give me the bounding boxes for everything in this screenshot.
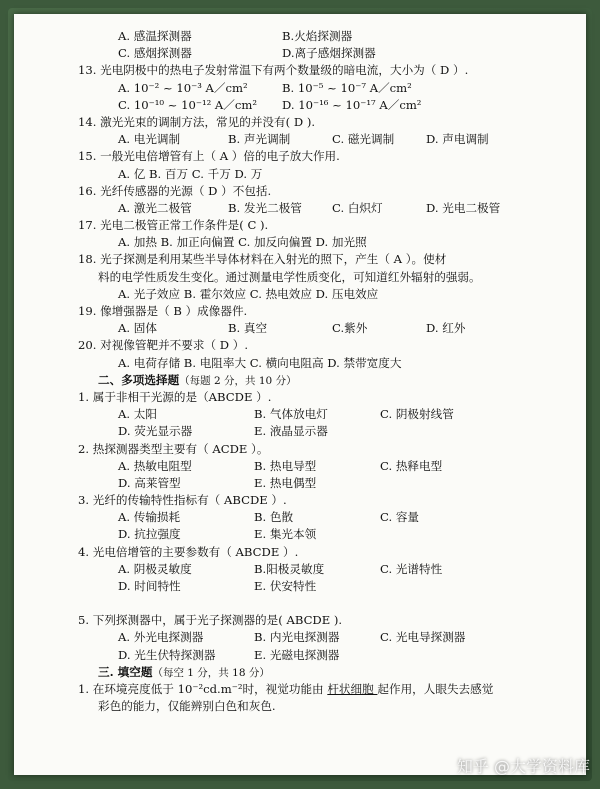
- question-line: 16. 光纤传感器的光源（ D ）不包括.: [78, 183, 272, 198]
- option-row: [14, 526, 586, 543]
- option: A. 电光调制: [118, 132, 181, 147]
- question-line: 18. 光子探测是利用某些半导体材料在入射光的照下，产生（ A ）。使材: [78, 252, 447, 267]
- option: E. 伏安特性: [254, 579, 317, 593]
- option-row: [14, 166, 586, 183]
- option: D. 红外: [426, 321, 466, 336]
- question-line: 2. 热探测器类型主要有（ ACDE ）。: [78, 441, 269, 456]
- option: C. 感烟探测器: [118, 46, 192, 61]
- section-title: 三. 填空题: [98, 664, 153, 679]
- option: A. 太阳: [118, 407, 157, 422]
- option: B. 10⁻⁵ ~ 10⁻⁷ A／cm²: [282, 80, 412, 95]
- question-line: 3. 光纤的传输特性指标有（ ABCDE ）.: [78, 493, 287, 508]
- option-row: [14, 200, 586, 217]
- option-row: [14, 355, 586, 372]
- option: A. 阴极灵敏度: [118, 561, 192, 576]
- option: A. 光子效应 B. 霍尔效应 C. 热电效应 D. 压电效应: [118, 286, 379, 301]
- option: B.阳极灵敏度: [254, 561, 325, 576]
- option: B. 色散: [254, 510, 294, 525]
- option: B. 发光二极管: [228, 200, 302, 215]
- exam-page: [14, 14, 586, 775]
- exam-content: [14, 28, 586, 715]
- option: A. 感温探测器: [118, 29, 192, 43]
- option: B. 真空: [228, 321, 268, 336]
- option: C.紫外: [332, 321, 368, 336]
- section-heading: [14, 664, 586, 681]
- option-row: [14, 234, 586, 251]
- fill-pre: 1. 在环境亮度低于 10⁻²cd.m⁻²时，视觉功能由: [78, 681, 328, 696]
- option: B.火焰探测器: [282, 29, 353, 43]
- question-line: 15. 一般光电倍增管有上（ A ）倍的电子放大作用.: [78, 149, 340, 164]
- fill-question: [14, 681, 586, 698]
- option: A. 热敏电阻型: [118, 458, 192, 473]
- option: A. 亿 B. 百万 C. 千万 D. 万: [118, 166, 263, 181]
- option: D.离子感烟探测器: [282, 46, 376, 61]
- fill-post: 起作用，人眼失去感觉: [377, 681, 494, 696]
- option: B. 热电导型: [254, 458, 317, 473]
- option-row: [14, 406, 586, 423]
- option: A. 电荷存储 B. 电阻率大 C. 横向电阻高 D. 禁带宽度大: [118, 355, 402, 370]
- option: C. 10⁻¹⁰ ~ 10⁻¹² A／cm²: [118, 97, 258, 112]
- section-heading: [14, 372, 586, 389]
- option: D. 高莱管型: [118, 475, 181, 490]
- option: D. 声电调制: [426, 132, 489, 147]
- option: C. 光电导探测器: [380, 630, 466, 645]
- section-note: （每空 1 分，共 18 分）: [152, 666, 270, 679]
- option: D. 抗拉强度: [118, 527, 181, 542]
- option: A. 激光二极管: [118, 200, 192, 215]
- question-line: 1. 属于非相干光源的是（ABCDE ）.: [78, 389, 272, 404]
- option: A. 传输损耗: [118, 510, 181, 525]
- option: A. 加热 B. 加正向偏置 C. 加反向偏置 D. 加光照: [118, 235, 367, 250]
- option-row: [14, 131, 586, 148]
- option-row: [14, 475, 586, 492]
- watermark: 知乎 @大学资料库: [456, 757, 590, 776]
- option-row: [14, 45, 586, 62]
- question-line: 13. 光电阴极中的热电子发射常温下有两个数量级的暗电流，大小为（ D ）.: [78, 63, 469, 78]
- spacer: [14, 595, 586, 612]
- option-row: [14, 80, 586, 97]
- continuation-line: 料的电学性质发生变化。通过测量电学性质变化，可知道红外辐射的强弱。: [98, 269, 481, 284]
- option: B. 声光调制: [228, 132, 291, 147]
- option: C. 热释电型: [380, 458, 443, 473]
- option: A. 外光电探测器: [118, 630, 204, 645]
- option: C. 磁光调制: [332, 132, 395, 147]
- option: C. 阴极射线管: [380, 407, 454, 422]
- option-row: [14, 647, 586, 664]
- option-row: [14, 97, 586, 114]
- option-row: [14, 629, 586, 646]
- question-line: 20. 对视像管靶并不要求（ D ）.: [78, 338, 249, 353]
- option: D. 时间特性: [118, 579, 181, 593]
- question-line: 14. 激光光束的调制方法，常见的并没有( D ).: [78, 114, 316, 129]
- option: A. 10⁻² ~ 10⁻³ A／cm²: [118, 80, 248, 95]
- continuation-line: 彩色的能力，仅能辨别白色和灰色.: [98, 699, 276, 714]
- option-row: [14, 458, 586, 475]
- option-row: [14, 320, 586, 337]
- option-row: [14, 509, 586, 526]
- option-row: [14, 28, 586, 45]
- question-line: 17. 光电二极管正常工作条件是( C ).: [78, 218, 269, 233]
- option: E. 光磁电探测器: [254, 647, 340, 662]
- option: D. 10⁻¹⁶ ~ 10⁻¹⁷ A／cm²: [282, 97, 422, 112]
- option: B. 气体放电灯: [254, 407, 328, 422]
- option: D. 荧光显示器: [118, 424, 193, 439]
- option: E. 液晶显示器: [254, 424, 328, 439]
- option: E. 热电偶型: [254, 475, 317, 490]
- option-row: [14, 286, 586, 303]
- option: B. 内光电探测器: [254, 630, 340, 645]
- option-row: [14, 561, 586, 578]
- question-line: 19. 像增强器是（ B ）成像器件.: [78, 304, 248, 318]
- option: E. 集光本领: [254, 527, 317, 542]
- question-line: 5. 下列探测器中，属于光子探测器的是( ABCDE ).: [78, 613, 343, 628]
- section-note: （每题 2 分，共 10 分）: [179, 374, 297, 387]
- fill-answer: 杆状细胞: [327, 681, 378, 696]
- option: D. 光生伏特探测器: [118, 647, 216, 662]
- option: C. 白炽灯: [332, 200, 383, 215]
- question-line: 4. 光电倍增管的主要参数有（ ABCDE ）.: [78, 544, 299, 559]
- option-row: [14, 423, 586, 440]
- option: C. 光谱特性: [380, 561, 443, 576]
- section-title: 二、多项选择题: [98, 372, 180, 387]
- option-row: [14, 578, 586, 595]
- option: A. 固体: [118, 321, 157, 336]
- option: D. 光电二极管: [426, 200, 501, 215]
- option: C. 容量: [380, 510, 420, 525]
